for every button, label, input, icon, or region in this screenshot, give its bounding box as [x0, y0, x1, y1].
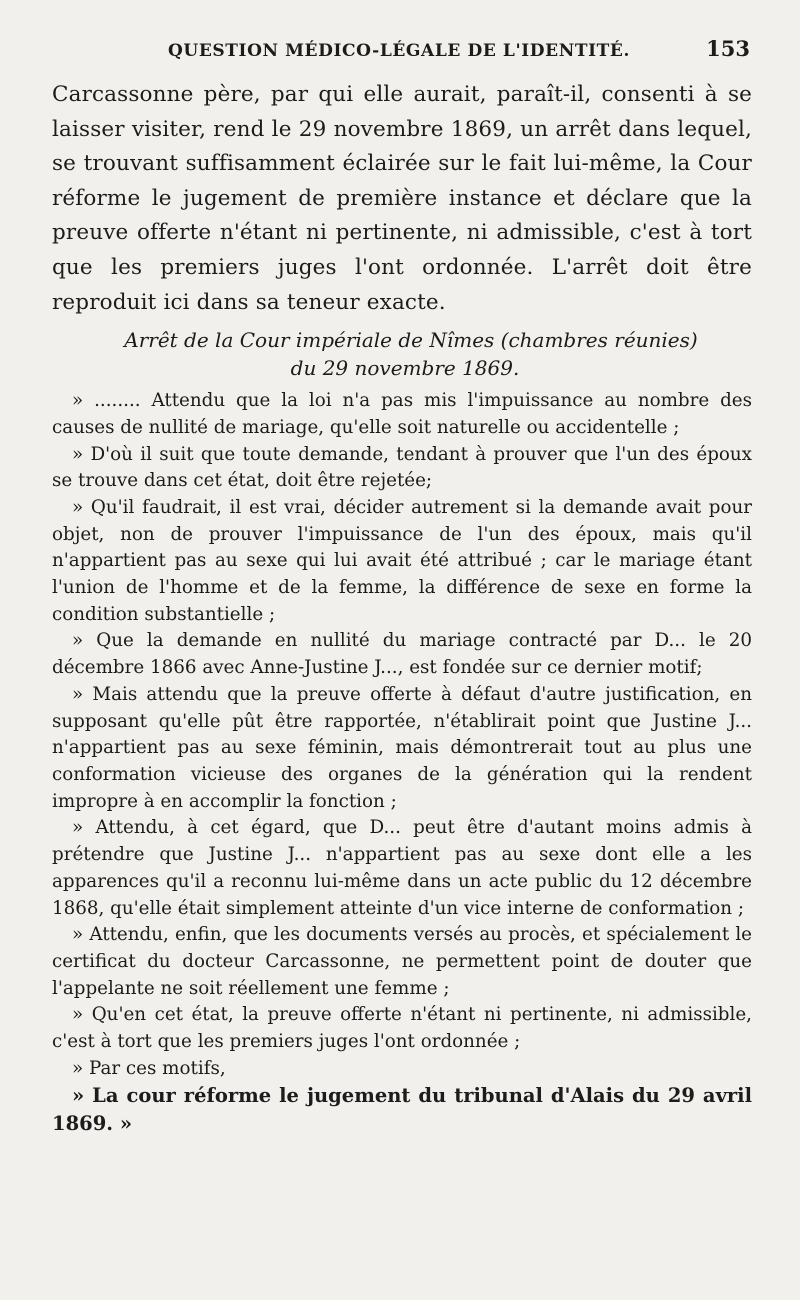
decision-text — [52, 388, 752, 1138]
page-number: 153 — [706, 36, 750, 61]
decision-heading — [52, 326, 752, 382]
decision-paragraph: » Qu'en cet état, la preuve offerte n'étant ni pertinente, ni admissible, c'est à tort que les premiers juges l'ont ordonnée ; — [52, 1004, 752, 1053]
decision-paragraph: » Par ces motifs, — [72, 1057, 226, 1079]
decision-paragraph: » Attendu, à cet égard, que D... peut être d'autant moins admis à prétendre que Justine J... n'appartient pas au sexe dont elle a les apparences qu'il a reconnu lui-même dans un acte public du 12 décembre 1868, qu'elle était simplement atteinte d'un vice interne de conformation ; — [52, 817, 752, 919]
decision-paragraph: » Mais attendu que la preuve offerte à défaut d'autre justification, en supposant qu'elle pût être rapportée, n'établirait point que Justine J... n'appartient pas au sexe féminin, mais démontrerait tout au plus une conformation vicieuse des organes de la génération qui la rendent impropre à en accomplir la fonction ; — [52, 683, 752, 812]
intro-paragraph: Carcassonne père, par qui elle aurait, paraît-il, consenti à se laisser visiter, rend le 29 novembre 1869, un arrêt dans lequel, se trouvant suffisamment éclairée sur le fait lui-même, la Cour réforme le jugement de première instance et déclare que la preuve offerte n'étant ni pertinente, ni admissible, c'est à tort que les premiers juges l'ont ordonnée. L'arrêt doit être reproduit ici dans sa teneur exacte. — [52, 82, 752, 315]
decision-heading-line2: du 29 novembre 1869. — [290, 356, 520, 381]
decision-paragraph: » Attendu, enfin, que les documents versés au procès, et spécialement le certificat du docteur Carcassonne, ne permettent point de douter que l'appelante ne soit réellement une femme ; — [52, 924, 752, 999]
running-head — [52, 36, 752, 76]
decision-paragraph: » D'où il suit que toute demande, tendant à prouver que l'un des époux se trouve dans cet état, doit être rejetée; — [52, 443, 752, 492]
decision-paragraph: » ........ Attendu que la loi n'a pas mis l'impuissance au nombre des causes de nullité de mariage, qu'elle soit naturelle ou accidentelle ; — [52, 390, 752, 438]
main-text — [52, 78, 752, 320]
decision-paragraph: » Qu'il faudrait, il est vrai, décider autrement si la demande avait pour objet, non de prouver l'impuissance de l'un des époux, mais qu'il n'appartient pas au sexe qui lui avait été attribué ; car le mariage étant l'union de l'homme et de la femme, la différence de sexe en forme la condition substantielle ; — [52, 496, 752, 625]
decision-paragraph-final: » La cour réforme le jugement du tribunal d'Alais du 29 avril 1869. » — [52, 1084, 752, 1136]
running-title: QUESTION MÉDICO-LÉGALE DE L'IDENTITÉ. — [168, 41, 630, 61]
decision-heading-line1: Arrêt de la Cour impériale de Nîmes (chambres réunies) — [124, 328, 698, 353]
decision-paragraph: » Que la demande en nullité du mariage contracté par D... le 20 décembre 1866 avec Anne-Justine J..., est fondée sur ce dernier motif; — [52, 630, 752, 679]
book-page — [52, 36, 752, 1138]
